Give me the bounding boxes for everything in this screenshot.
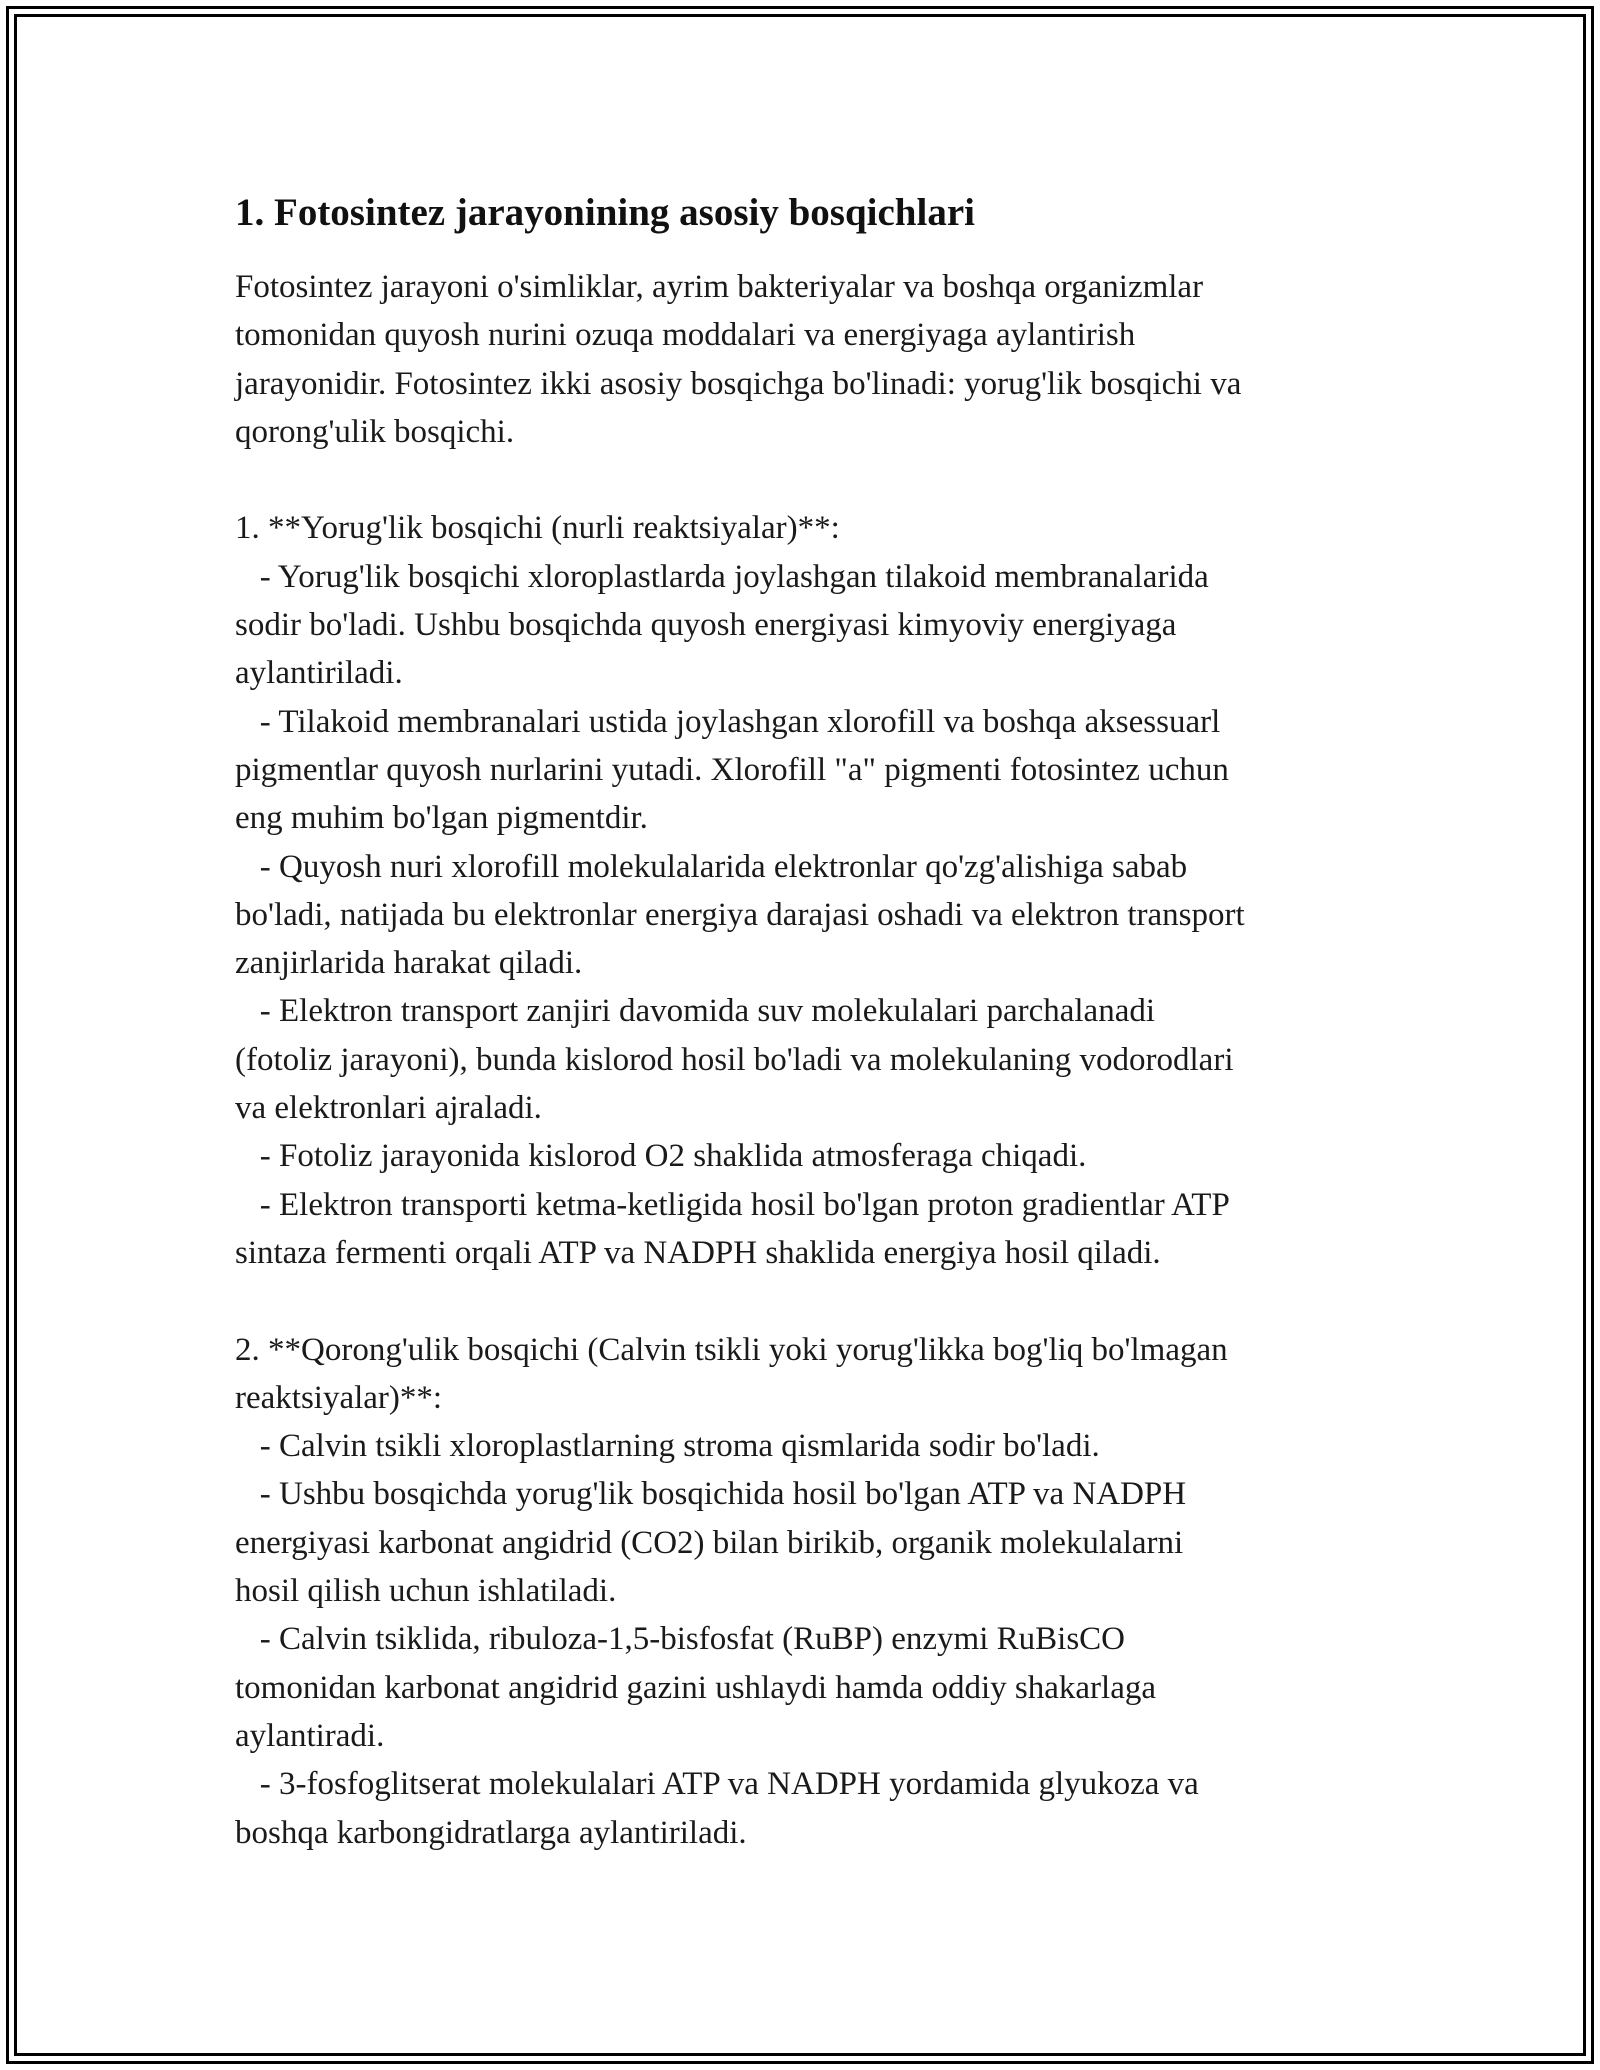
document-content [235,185,1375,1857]
document-heading: 1. Fotosintez jarayonining asosiy bosqichlari [235,191,975,234]
document-body-text: Fotosintez jarayoni o'simliklar, ayrim bakteriyalar va boshqa organizmlar tomonidan quyosh nurini ozuqa moddalari va energiyaga aylantirish jarayonidir. Fotosintez ikki asosiy bosqichga bo'linadi: yorug'lik bosqichi va qorong'ulik bosqichi. 1. **Yorug'lik bosqichi (nurli reaktsiyalar)**: - Yorug'lik bosqichi xloroplastlarda joylashgan tilakoid membranalarida sodir bo'ladi. Ushbu bosqichda quyosh energiyasi kimyoviy energiyaga aylantiriladi. - Tilakoid membranalari ustida joylashgan xlorofill va boshqa aksessuarl pigmentlar quyosh nurlarini yutadi. Xlorofill "a" pigmenti fotosintez uchun eng muhim bo'lgan pigmentdir. - Quyosh nuri xlorofill molekulalarida elektronlar qo'zg'alishiga sabab bo'ladi, natijada bu elektronlar energiya darajasi oshadi va elektron transport zanjirlarida harakat qiladi. - Elektron transport zanjiri davomida suv molekulalari parchalanadi (fotoliz jarayoni), bunda kislorod hosil bo'ladi va molekulaning vodorodlari va elektronlari ajraladi. - Fotoliz jarayonida kislorod O2 shaklida atmosferaga chiqadi. - Elektron transporti ketma-ketligida hosil bo'lgan proton gradientlar ATP sintaza fermenti orqali ATP va NADPH shaklida energiya hosil qiladi. 2. **Qorong'ulik bosqichi (Calvin tsikli yoki yorug'likka bog'liq bo'lmagan reaktsiyalar)**: - Calvin tsikli xloroplastlarning stroma qismlarida sodir bo'ladi. - Ushbu bosqichda yorug'lik bosqichida hosil bo'lgan ATP va NADPH energiyasi karbonat angidrid (CO2) bilan birikib, organik molekulalarni hosil qilish uchun ishlatiladi. - Calvin tsiklida, ribuloza-1,5-bisfosfat (RuBP) enzymi RuBisCO tomonidan karbonat angidrid gazini ushlaydi hamda oddiy shakarlaga aylantiradi. - 3-fosfoglitserat molekulalari ATP va NADPH yordamida glyukoza va boshqa karbongidratlarga aylantiriladi. [235,269,1245,1851]
